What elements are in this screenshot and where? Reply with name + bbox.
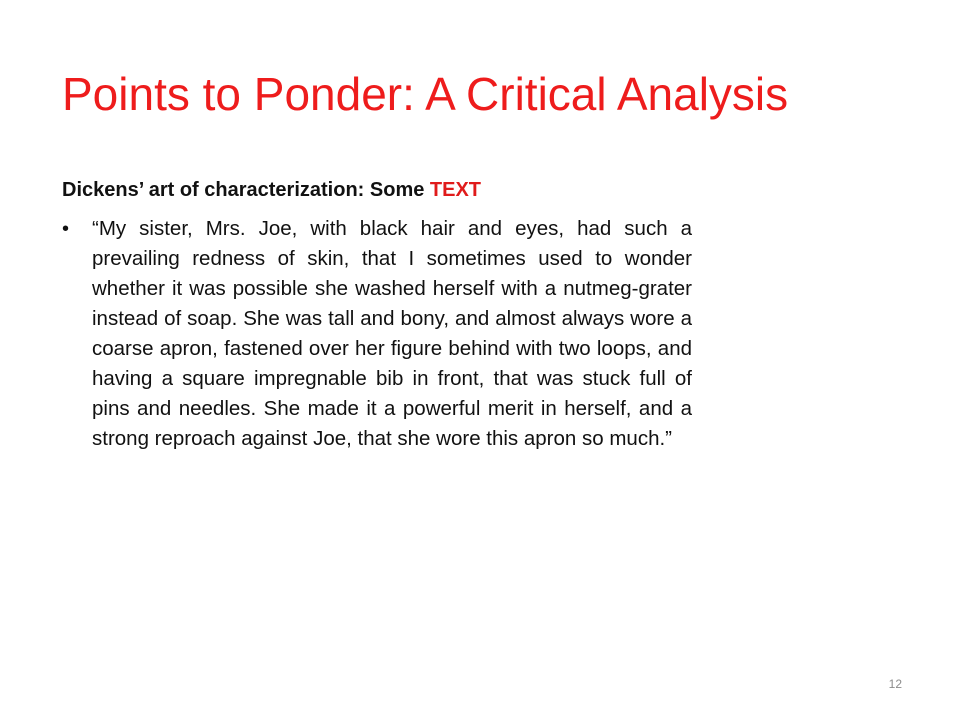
slide-title: Points to Ponder: A Critical Analysis (62, 68, 789, 120)
bullet-list (62, 214, 692, 454)
bullet-icon: • (62, 218, 70, 240)
page-number: 12 (888, 677, 902, 691)
section-heading-lead: Dickens’ art of characterization: Some (62, 179, 430, 201)
bullet-item (62, 214, 692, 454)
slide-content (62, 172, 692, 454)
section-heading-accent: TEXT (429, 179, 482, 201)
quote-text: “My sister, Mrs. Joe, with black hair and eyes, had such a prevailing redness of skin, that I sometimes used to wonder whether it was possible she washed herself with a nutmeg-grater instead of soap. She was tall and bony, and almost always wore a coarse apron, fastened over her figure behind with two loops, and having a square impregnable bib in front, that was stuck full of pins and needles. She made it a powerful merit in herself, and a strong reproach against Joe, that she wore this apron so much.” (92, 217, 692, 450)
section-heading (62, 172, 692, 208)
